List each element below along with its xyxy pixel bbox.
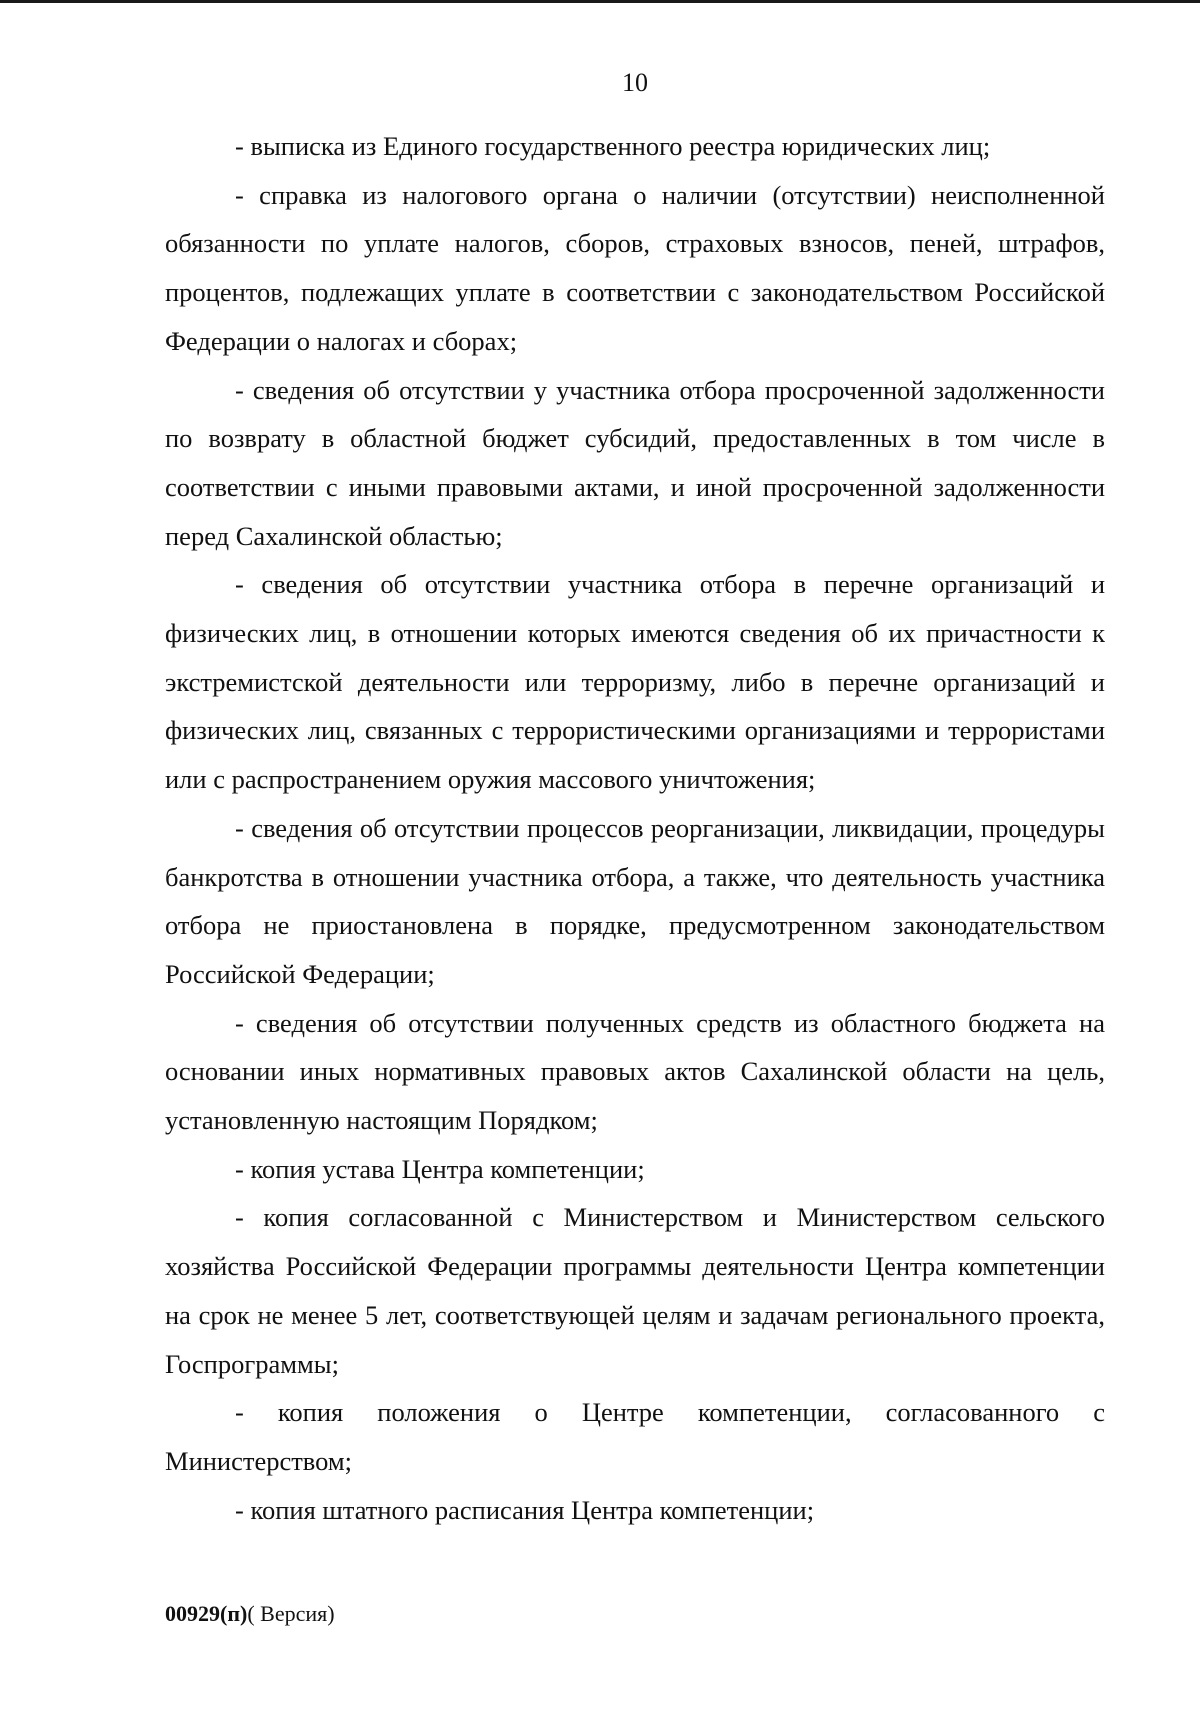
document-code: 00929(п)	[165, 1601, 248, 1626]
list-item: - справка из налогового органа о наличии (отсутствии) неисполненной обязанности по уплате налогов, сборов, страховых взносов, пеней, штрафов, процентов, подлежащих уплате в соответствии с законодательством Российской Федерации о налогах и сборах;	[165, 179, 1105, 356]
document-footer	[165, 1600, 335, 1628]
list-item: - копия штатного расписания Центра компетенции;	[235, 1494, 815, 1525]
list-item: - сведения об отсутствии процессов реорганизации, ликвидации, процедуры банкротства в отношении участника отбора, а также, что деятельность участника отбора не приостановлена в порядке, предусмотренном законодательством Российской Федерации;	[165, 812, 1105, 989]
list-item: - сведения об отсутствии у участника отбора просроченной задолженности по возврату в областной бюджет субсидий, предоставленных в том числе в соответствии с иными правовыми актами, и иной просроченной задолженности перед Сахалинской областью;	[165, 374, 1105, 551]
list-item: - копия согласованной с Министерством и Министерством сельского хозяйства Российской Федерации программы деятельности Центра компетенции на срок не менее 5 лет, соответствующей целям и задачам регионального проекта, Госпрограммы;	[165, 1202, 1105, 1379]
list-item: - сведения об отсутствии полученных средств из областного бюджета на основании иных нормативных правовых актов Сахалинской области на цель, установленную настоящим Порядком;	[165, 1007, 1105, 1136]
list-item: - копия положения о Центре компетенции, согласованного с Министерством;	[165, 1397, 1105, 1476]
list-item: - выписка из Единого государственного реестра юридических лиц;	[235, 131, 991, 161]
list-item: - сведения об отсутствии участника отбора в перечне организаций и физических лиц, в отношении которых имеются сведения об их причастности к экстремистской деятельности или терроризму, либо в перечне организаций и физических лиц, связанных с террористическими организациями и террористами или с распространением оружия массового уничтожения;	[165, 569, 1105, 795]
page-number: 10	[622, 68, 648, 97]
document-body	[165, 122, 1105, 1534]
top-border-line	[0, 0, 1200, 3]
list-item: - копия устава Центра компетенции;	[235, 1153, 645, 1184]
version-label: ( Версия)	[247, 1601, 335, 1626]
